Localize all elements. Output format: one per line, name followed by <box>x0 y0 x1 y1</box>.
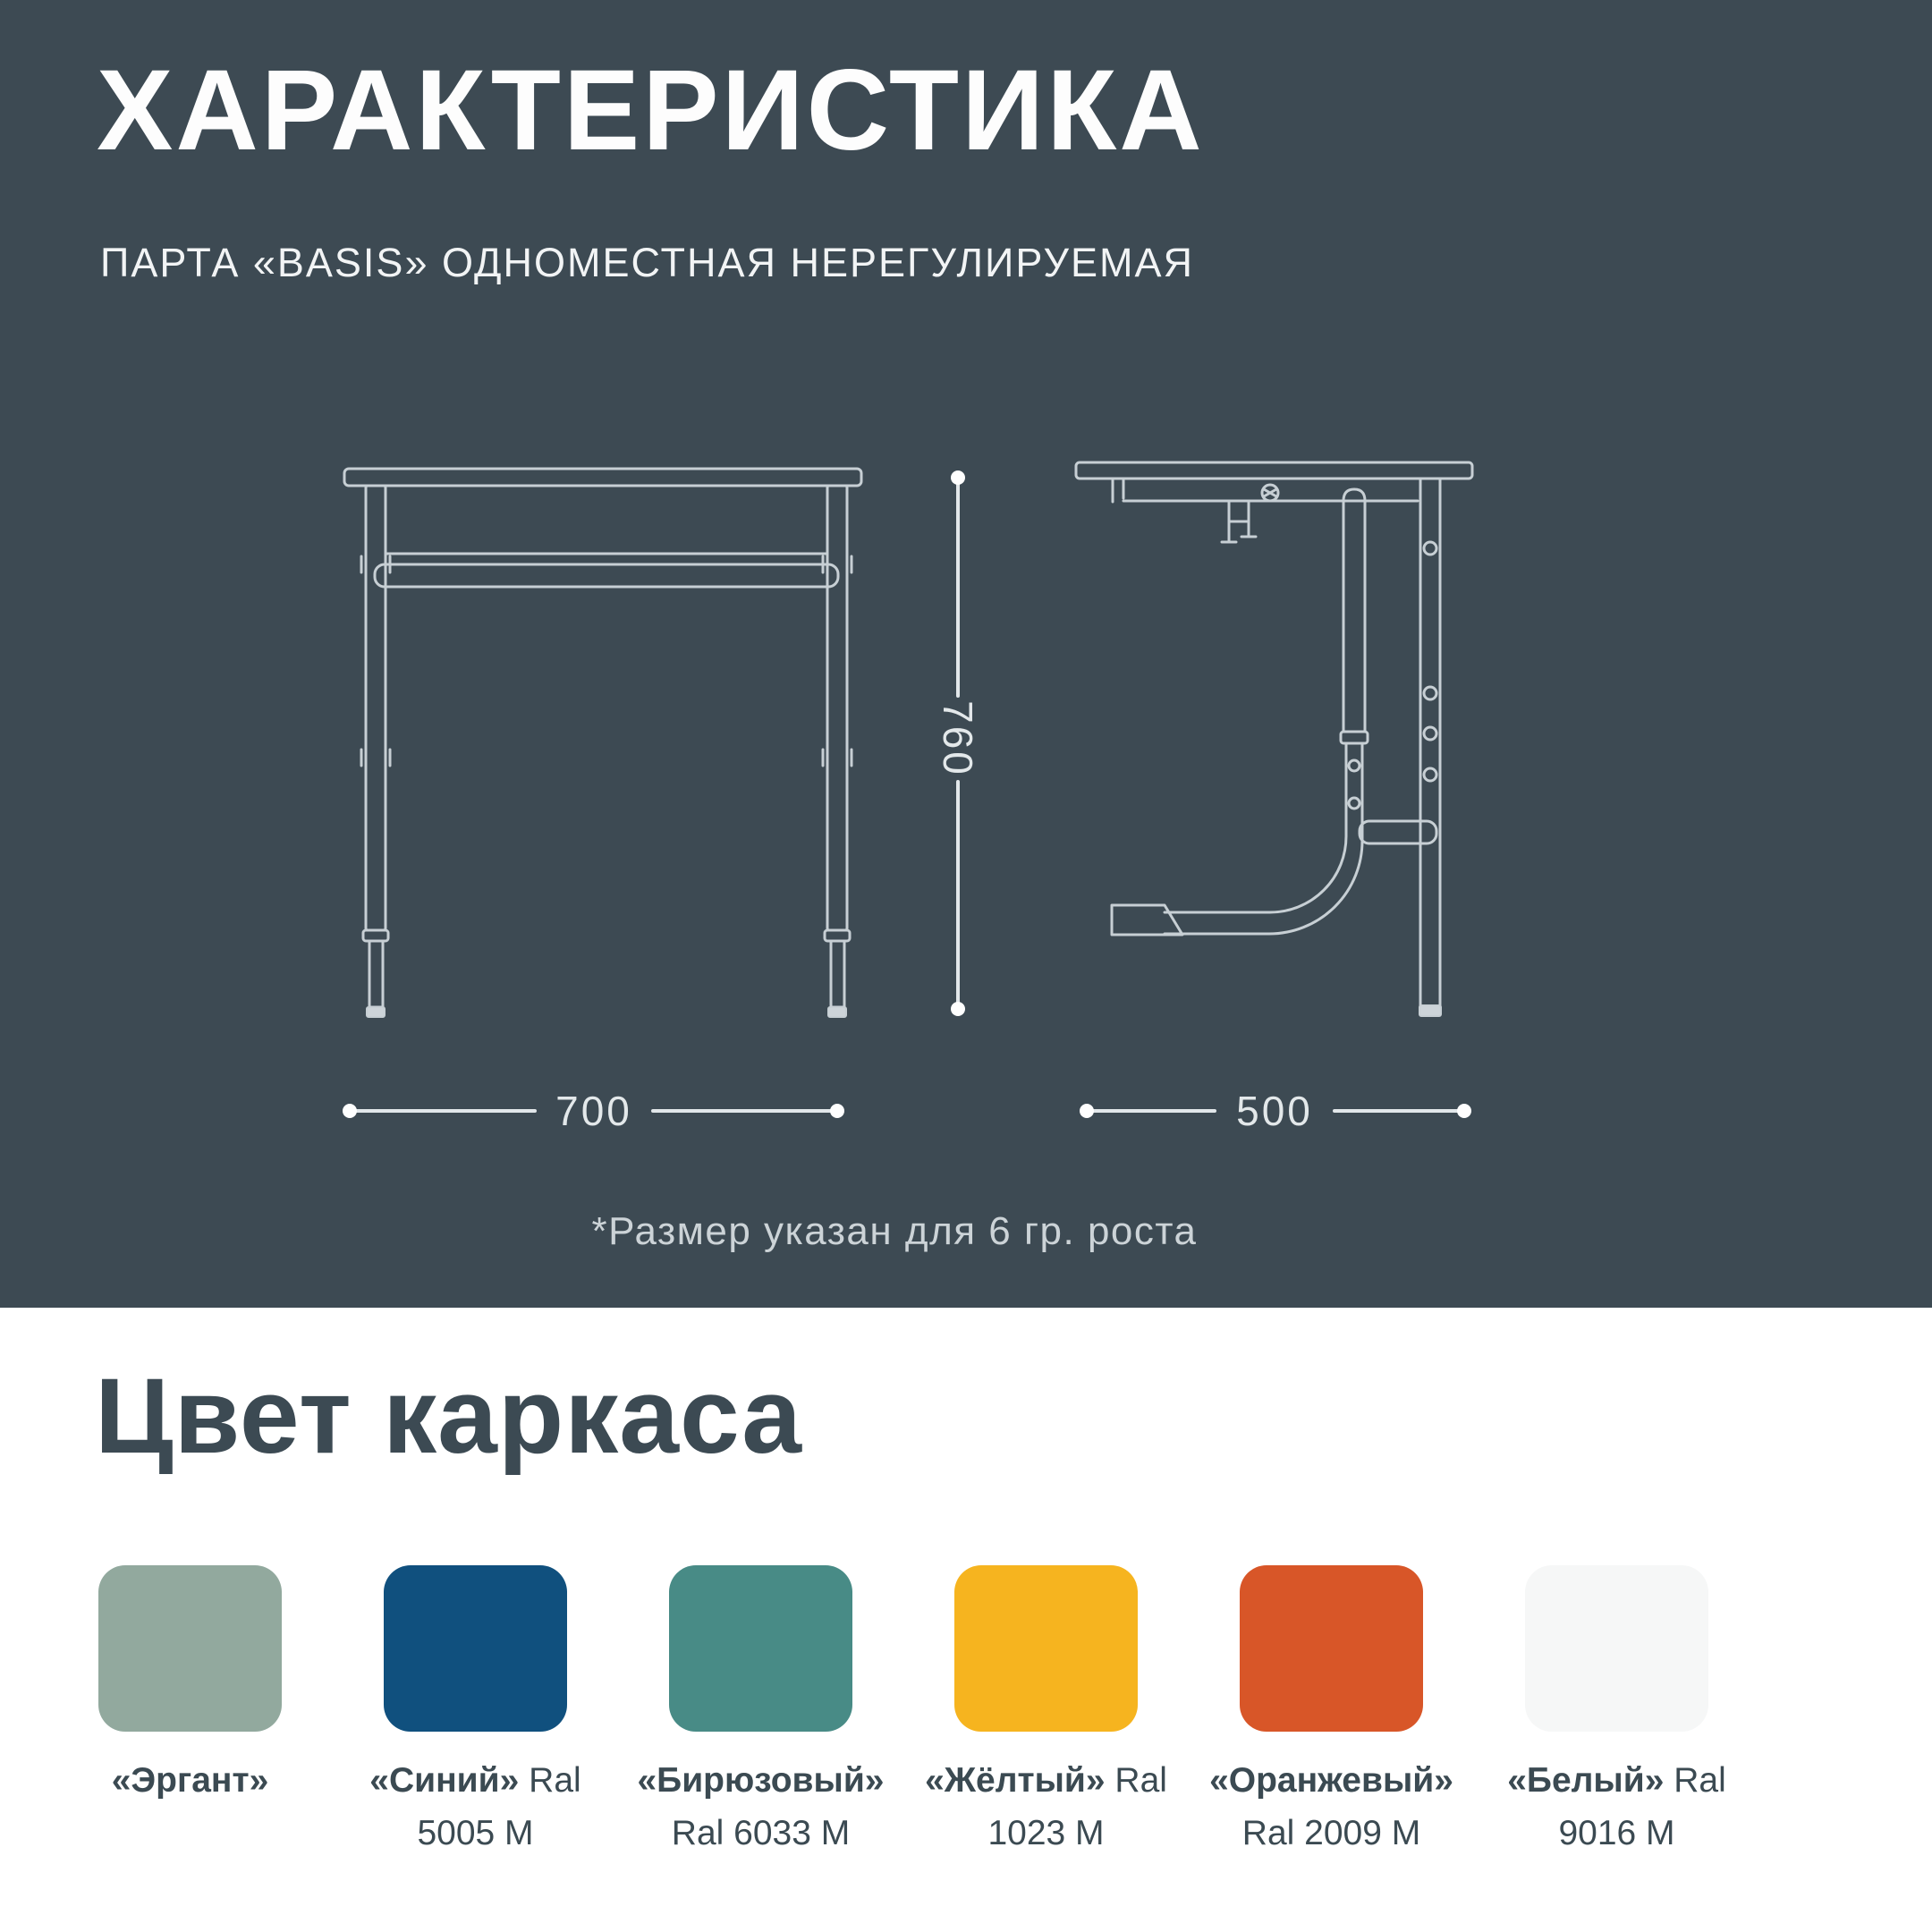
section-title: ХАРАКТЕРИСТИКА <box>97 47 1205 174</box>
swatch-ral-code: 5005 М <box>417 1813 534 1852</box>
width-dimension-label: 700 <box>555 1088 632 1134</box>
height-dimension-label: 760 <box>935 700 981 777</box>
swatch-row <box>98 1565 1726 1860</box>
swatch-label-blue <box>326 1755 624 1860</box>
swatch-ral-code: Ral 6033 М <box>671 1813 851 1852</box>
swatch-name: «Белый» <box>1507 1761 1665 1800</box>
depth-dimension-label: 500 <box>1236 1088 1313 1134</box>
swatch-ral-code: Ral 2009 М <box>1241 1813 1421 1852</box>
color-swatch-item-blue <box>369 1565 581 1860</box>
color-swatch-orange <box>1240 1565 1423 1732</box>
swatch-label-white <box>1468 1755 1766 1860</box>
swatch-label-ergant <box>41 1755 339 1808</box>
dimension-depth-500 <box>1080 1088 1471 1134</box>
swatch-label-turquoise <box>612 1755 910 1860</box>
frame-color-section <box>0 1308 1932 1932</box>
dimension-width-700 <box>343 1088 844 1134</box>
swatch-ral-prefix: Ral <box>519 1761 581 1800</box>
swatch-ral-code: 9016 М <box>1558 1813 1675 1852</box>
color-swatch-item-ergant <box>98 1565 282 1860</box>
swatch-label-orange <box>1182 1755 1480 1860</box>
front-view-drawing <box>344 469 861 1017</box>
side-view-drawing <box>1076 462 1472 1016</box>
color-swatch-item-yellow <box>925 1565 1167 1860</box>
color-swatch-blue <box>384 1565 567 1732</box>
swatch-name: «Оранжевый» <box>1209 1761 1453 1800</box>
swatch-ral-prefix: Ral <box>1105 1761 1167 1800</box>
color-swatch-white <box>1525 1565 1708 1732</box>
swatch-name: «Жёлтый» <box>925 1761 1106 1800</box>
dimension-height-760 <box>935 470 981 1016</box>
swatch-ral-code: 1023 М <box>987 1813 1105 1852</box>
color-swatch-yellow <box>954 1565 1138 1732</box>
swatch-name: «Эргант» <box>111 1761 269 1800</box>
product-subtitle: ПАРТА «BASIS» ОДНОМЕСТНАЯ НЕРЕГУЛИРУЕМАЯ <box>100 240 1194 285</box>
color-swatch-turquoise <box>669 1565 852 1732</box>
swatch-ral-prefix: Ral <box>1664 1761 1726 1800</box>
color-swatch-item-orange <box>1209 1565 1453 1860</box>
color-swatch-item-white <box>1507 1565 1726 1860</box>
color-swatch-item-turquoise <box>637 1565 885 1860</box>
swatch-label-yellow <box>897 1755 1195 1860</box>
colors-heading: Цвет каркаса <box>95 1356 802 1476</box>
color-swatch-ergant <box>98 1565 282 1732</box>
swatch-name: «Бирюзовый» <box>637 1761 885 1800</box>
size-footnote: *Размер указан для 6 гр. роста <box>591 1209 1198 1253</box>
swatch-name: «Синий» <box>369 1761 520 1800</box>
